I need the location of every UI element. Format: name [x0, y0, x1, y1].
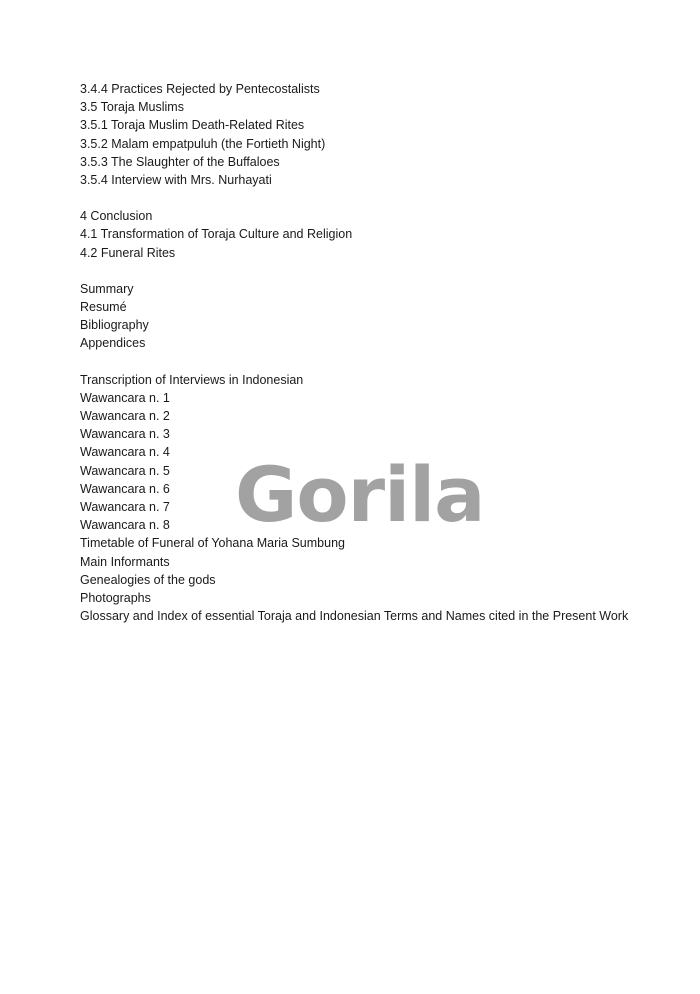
toc-entry: Wawancara n. 6	[80, 481, 170, 496]
toc-entry: 4.2 Funeral Rites	[80, 245, 176, 260]
toc-group-appendices	[80, 371, 680, 626]
toc-entry: Genealogies of the gods	[80, 572, 216, 587]
toc-entry: 3.4.4 Practices Rejected by Pentecostalists	[80, 82, 320, 96]
toc-entry: Resumé	[80, 300, 127, 315]
toc-entry: 3.5.1 Toraja Muslim Death-Related Rites	[80, 118, 305, 133]
toc-entry: Wawancara n. 1	[80, 390, 170, 405]
toc-entry: Main Informants	[80, 554, 170, 569]
watermark-logo: Gorila	[235, 450, 485, 539]
toc-entry: Wawancara n. 7	[80, 500, 170, 515]
toc-entry: 3.5.3 The Slaughter of the Buffaloes	[80, 154, 280, 169]
toc-entry: 3.5.2 Malam empatpuluh (the Fortieth Night)	[80, 136, 326, 151]
toc-entry: Glossary and Index of essential Toraja and Indonesian Terms and Names cited in the Present Work	[80, 609, 629, 624]
toc-entry: Photographs	[80, 591, 151, 606]
toc-entry: Wawancara n. 4	[80, 445, 170, 460]
toc-entry: Appendices	[80, 336, 146, 351]
table-of-contents	[80, 80, 680, 643]
toc-group-back-matter	[80, 280, 680, 353]
toc-entry: Wawancara n. 5	[80, 463, 170, 478]
toc-entry: 4.1 Transformation of Toraja Culture and Religion	[80, 227, 353, 242]
toc-entry: 3.5.4 Interview with Mrs. Nurhayati	[80, 173, 272, 188]
toc-entry: Timetable of Funeral of Yohana Maria Sumbung	[80, 536, 345, 551]
toc-entry: Wawancara n. 3	[80, 427, 170, 442]
toc-group-section-3	[80, 80, 680, 189]
toc-entry: 3.5 Toraja Muslims	[80, 100, 184, 115]
toc-entry: Summary	[80, 281, 134, 296]
toc-entry: Bibliography	[80, 318, 149, 333]
toc-entry: 4 Conclusion	[80, 209, 153, 224]
toc-entry: Wawancara n. 8	[80, 518, 170, 533]
toc-entry: Transcription of Interviews in Indonesian	[80, 372, 304, 387]
toc-group-conclusion	[80, 207, 680, 262]
toc-entry: Wawancara n. 2	[80, 409, 170, 424]
